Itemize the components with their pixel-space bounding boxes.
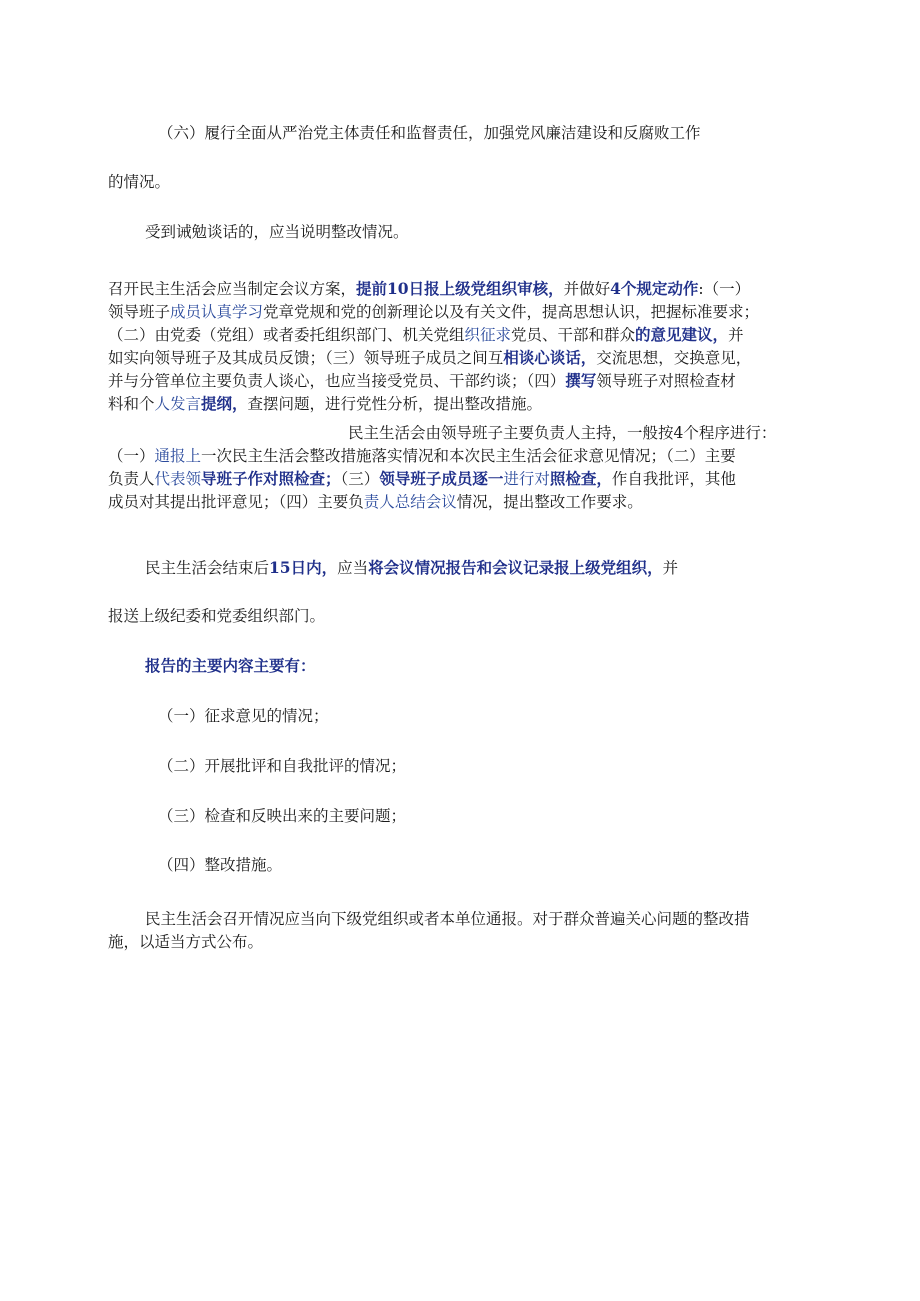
list-item: （一）征求意见的情况； <box>158 707 329 725</box>
highlight-text: 提前10日报上级党组织审核， <box>356 279 564 298</box>
text-run: 并 <box>728 326 744 344</box>
text-run: 一次民主生活会整改措施落实情况和本次民主生活会征求意见情况；（二）主要 <box>201 447 736 465</box>
highlight-text: 相谈心谈话， <box>503 348 597 367</box>
paragraph-line <box>108 348 751 368</box>
paragraph-line <box>108 446 736 466</box>
highlight-text: 将会议情况报告和会议记录报上级党组织， <box>368 558 663 577</box>
text-run: 查摆问题，进行党性分析，提出整改措施。 <box>247 395 543 413</box>
text-run: 料和个 <box>108 395 155 413</box>
link-text[interactable]: 成员认真学习 <box>170 303 264 321</box>
paragraph-line <box>108 325 744 345</box>
list-item: （三）检查和反映出来的主要问题； <box>158 807 407 825</box>
highlight-text: 照检查， <box>549 469 612 488</box>
link-text[interactable]: 责人总结会议 <box>363 493 457 511</box>
link-text[interactable]: 人发言 <box>154 395 202 413</box>
paragraph-line: （六）履行全面从严治党主体责任和监督责任，加强党风廉洁建设和反腐败工作 <box>158 124 701 142</box>
highlight-text: 撰写 <box>565 371 597 390</box>
text-run: 领导班子对照检查材 <box>596 372 736 390</box>
text-run: 如实向领导班子及其成员反馈；（三）领导班子成员之间互 <box>108 349 504 367</box>
text-run: 作自我批评，其他 <box>611 470 736 488</box>
paragraph-line <box>108 279 750 299</box>
paragraph-line: 受到诫勉谈话的，应当说明整改情况。 <box>145 223 409 241</box>
text-run: （二）由党委（党组）或者委托组织部门、机关党组 <box>108 326 465 344</box>
text-run: :（一） <box>698 280 751 298</box>
text-run: （一） <box>108 447 155 465</box>
highlight-text: 15日内， <box>269 558 338 577</box>
text-run: 民主生活会结束后 <box>145 559 270 577</box>
list-item: （二）开展批评和自我批评的情况； <box>158 757 407 775</box>
text-run: 领导班子 <box>108 303 171 321</box>
text-run: （三） <box>340 470 380 488</box>
report-heading: 报告的主要内容主要有： <box>145 656 316 675</box>
paragraph-line: 民主生活会召开情况应当向下级党组织或者本单位通报。对于群众普遍关心问题的整改措 <box>145 910 750 928</box>
paragraph-line: 民主生活会由领导班子主要负责人主持，一般按4个程序进行： <box>348 424 777 442</box>
link-text[interactable]: 织征求 <box>464 326 512 344</box>
list-item: （四）整改措施。 <box>158 856 283 874</box>
text-run: 党员、干部和群众 <box>511 326 636 344</box>
text-run: 情况，提出整改工作要求。 <box>456 493 643 511</box>
link-text[interactable]: 代表领 <box>154 470 202 488</box>
paragraph-line <box>108 394 542 414</box>
text-run: 负责人 <box>108 470 155 488</box>
highlight-text: 的意见建议， <box>635 325 729 344</box>
paragraph-line <box>145 558 678 578</box>
paragraph-line <box>108 371 736 391</box>
text-run: 交流思想，交换意见， <box>596 349 752 367</box>
link-text[interactable]: 通报上 <box>154 447 202 465</box>
highlight-text: 4个规定动作 <box>610 279 699 298</box>
paragraph-line <box>108 469 736 489</box>
paragraph-line: 的情况。 <box>108 173 171 191</box>
text-run: 党章党规和党的创新理论以及有关文件，提高思想认识，把握标准要求； <box>263 303 760 321</box>
paragraph-line <box>108 492 643 512</box>
text-run: 并做好 <box>563 280 611 298</box>
text-run: 并与分管单位主要负责人谈心，也应当接受党员、干部约谈；（四） <box>108 372 566 390</box>
text-run: 召开民主生活会应当制定会议方案， <box>108 280 357 298</box>
text-run: 应当 <box>337 559 369 577</box>
paragraph-line <box>108 302 759 322</box>
paragraph-line: 施，以适当方式公布。 <box>108 933 264 951</box>
highlight-text: 领导班子成员逐一 <box>379 469 504 488</box>
paragraph-line: 报送上级纪委和党委组织部门。 <box>108 607 326 625</box>
text-run: 并 <box>662 559 679 577</box>
link-text[interactable]: 进行对 <box>503 470 550 488</box>
highlight-text: 提纲， <box>201 394 248 413</box>
text-run: 成员对其提出批评意见；（四）主要负 <box>108 493 364 511</box>
highlight-text: 导班子作对照检查； <box>201 469 341 488</box>
